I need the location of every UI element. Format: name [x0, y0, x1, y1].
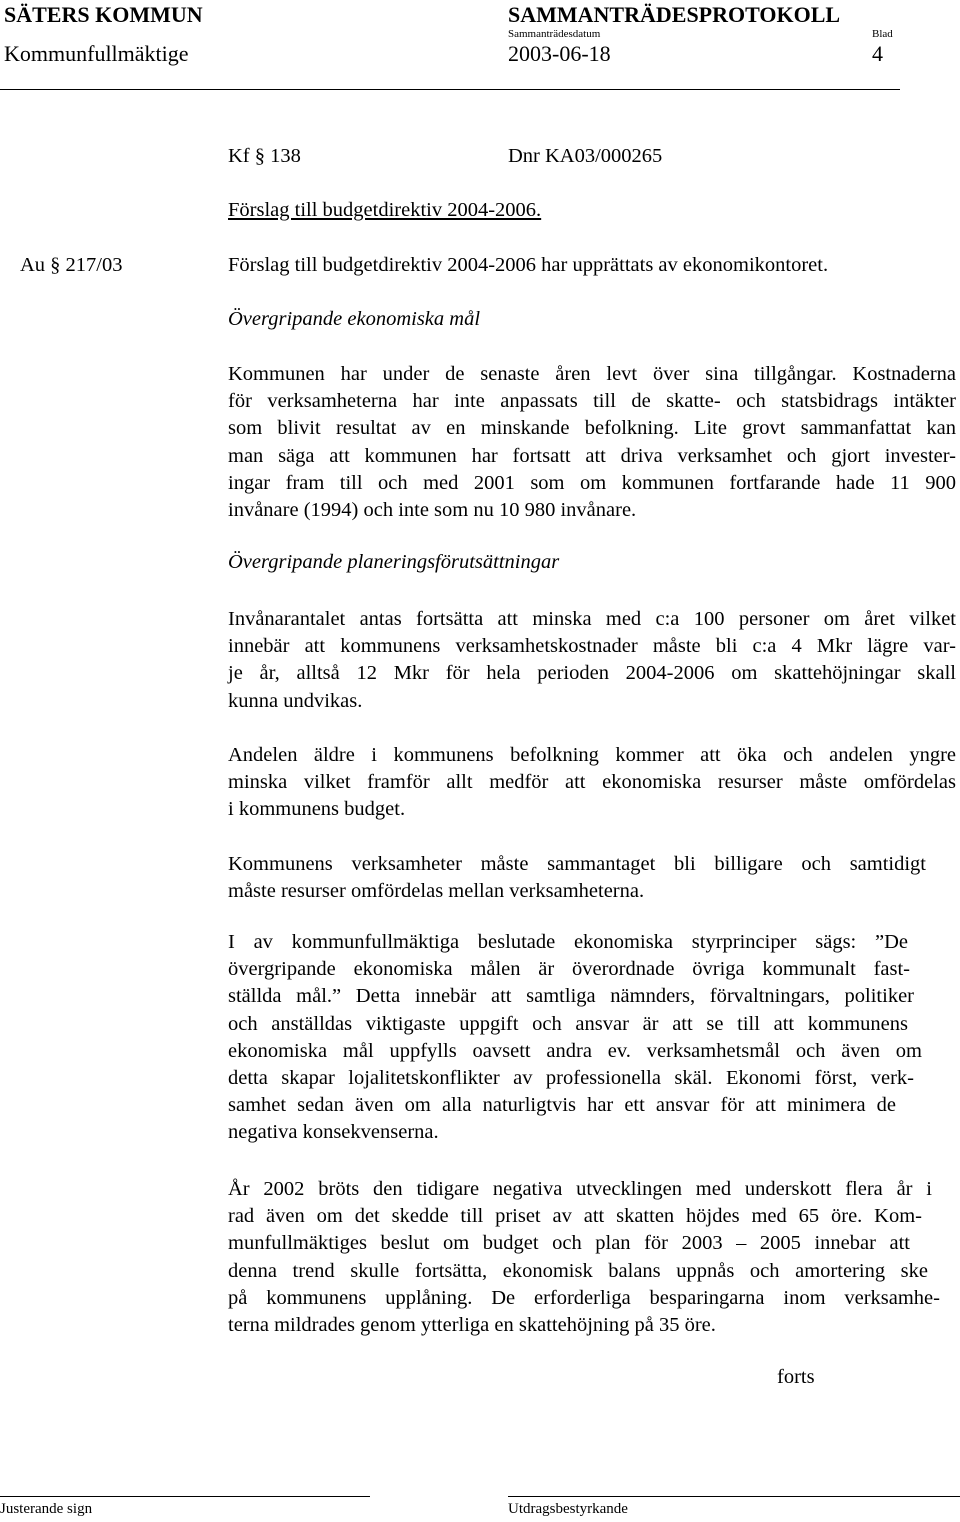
text-line: för verksamheterna har inte anpassats till de skatte- och statsbidrags intäkter — [228, 390, 956, 413]
text-line: på kommunens upplåning. De erforderliga besparingarna inom verksamhe- — [228, 1286, 940, 1309]
section-heading-planning: Övergripande planeringsförutsättningar — [228, 551, 560, 573]
paragraph-number: Kf § 138 — [228, 145, 301, 167]
body-name: Kommunfullmäktige — [4, 41, 189, 66]
page-number: 4 — [872, 41, 883, 66]
text-line: måste resurser omfördelas mellan verksamheterna. — [228, 880, 645, 903]
paragraph-operations — [228, 851, 956, 905]
text-line: innebär att kommunens verksamhetskostnader måste bli c:a 4 Mkr lägre var- — [228, 635, 956, 658]
text-line: samhet sedan även om alla naturligtvis har ett ansvar för att minimera de — [228, 1094, 896, 1117]
footer-signature-label: Justerande sign — [0, 1501, 93, 1517]
intro-text: Förslag till budgetdirektiv 2004-2006 har upprättats av ekonomikontoret. — [228, 254, 829, 276]
footer-certification-label: Utdragsbestyrkande — [508, 1501, 628, 1517]
text-line: ingar fram till och med 2001 som om kommunen fortfarande hade 11 900 — [228, 471, 956, 494]
text-line: I av kommunfullmäktiga beslutade ekonomiska styrprinciper sägs: ”De — [228, 931, 908, 953]
page-label: Blad — [872, 28, 893, 40]
header-divider — [0, 89, 900, 90]
text-line: denna trend skulle fortsätta, ekonomisk balans uppnås och amortering ske — [228, 1259, 928, 1282]
text-line: Kommunens verksamheter måste sammantaget bli billigare och samtidigt — [228, 853, 926, 875]
date-label: Sammanträdesdatum — [508, 28, 601, 40]
footer-divider-right — [508, 1496, 960, 1497]
document-type: SAMMANTRÄDESPROTOKOLL — [508, 2, 841, 27]
text-line: i kommunens budget. — [228, 798, 406, 821]
diary-number: Dnr KA03/000265 — [508, 145, 663, 167]
text-line: År 2002 bröts den tidigare negativa utvecklingen med underskott flera år i — [228, 1178, 932, 1200]
footer-divider-left — [0, 1496, 370, 1497]
text-line: ekonomiska mål uppfylls oavsett andra ev. verksamhetsmål och även om — [228, 1039, 922, 1062]
meeting-date: 2003-06-18 — [508, 41, 611, 66]
text-line: Andelen äldre i kommunens befolkning kommer att öka och andelen yngre — [228, 744, 956, 766]
paragraph-2002 — [228, 1176, 956, 1339]
text-line: detta skapar lojalitetskonflikter av professionella skäl. Ekonomi först, verk- — [228, 1067, 914, 1090]
text-line: man säga att kommunen har fortsatt att driva verksamhet och gjort invester- — [228, 444, 956, 467]
text-line: kunna undvikas. — [228, 689, 363, 712]
continued-marker: forts — [777, 1366, 815, 1388]
paragraph-population — [228, 606, 956, 715]
case-title: Förslag till budgetdirektiv 2004-2006. — [228, 199, 542, 221]
text-line: och anställdas viktigaste uppgift och ansvar är att se till att kommunens — [228, 1012, 908, 1035]
text-line: rad även om det skedde till priset av att skatten höjdes med 65 öre. Kom- — [228, 1205, 922, 1228]
paragraph-elderly — [228, 742, 956, 824]
text-line: munfullmäktiges beslut om budget och plan för 2003 – 2005 innebar att — [228, 1232, 910, 1255]
text-line: minska vilket framför allt medför att ekonomiska resurser måste omfördelas — [228, 771, 956, 794]
text-line: övergripande ekonomiska målen är överordnade övriga kommunalt fast- — [228, 958, 910, 981]
paragraph-principles — [228, 929, 956, 1147]
text-line: invånare (1994) och inte som nu 10 980 invånare. — [228, 499, 637, 522]
text-line: Kommunen har under de senaste åren levt över sina tillgångar. Kostnaderna — [228, 363, 956, 385]
text-line: negativa konsekvenserna. — [228, 1121, 439, 1144]
paragraph-economic-goals — [228, 361, 956, 524]
au-reference: Au § 217/03 — [20, 254, 123, 276]
text-line: terna mildrades genom ytterliga en skattehöjning på 35 öre. — [228, 1314, 716, 1337]
organization-name: SÄTERS KOMMUN — [4, 2, 203, 27]
text-line: Invånarantalet antas fortsätta att minska med c:a 100 personer om året vilket — [228, 608, 956, 630]
text-line: je år, alltså 12 Mkr för hela perioden 2004-2006 om skattehöjningar skall — [228, 662, 956, 685]
text-line: som blivit resultat av en minskande befolkning. Lite grovt sammanfattat kan — [228, 417, 956, 440]
text-line: ställda mål.” Detta innebär att samtliga nämnders, förvaltningars, politiker — [228, 985, 914, 1008]
section-heading-economic-goals: Övergripande ekonomiska mål — [228, 308, 481, 330]
